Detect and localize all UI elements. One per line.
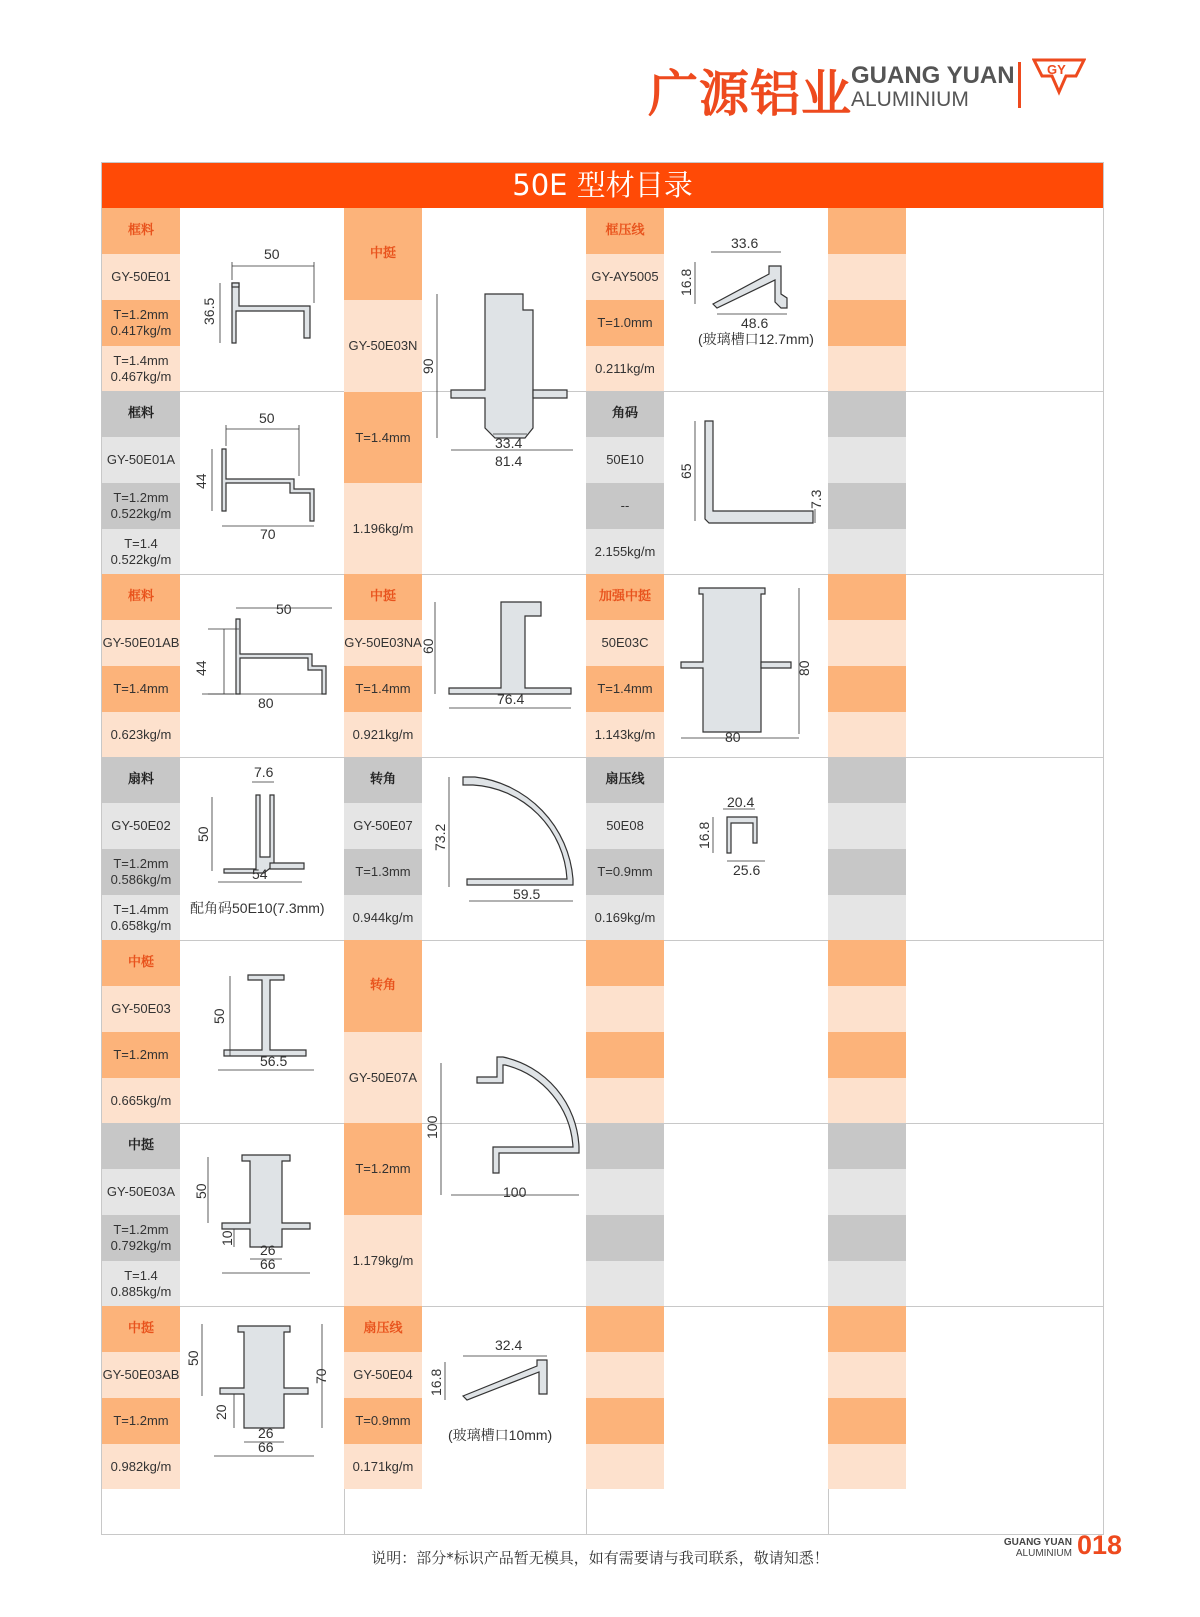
- svg-text:100: 100: [424, 1115, 440, 1139]
- svg-text:20.4: 20.4: [727, 794, 755, 810]
- svg-text:32.4: 32.4: [495, 1337, 523, 1353]
- svg-text:20: 20: [213, 1404, 229, 1420]
- svg-text:50: 50: [195, 826, 211, 842]
- profile-spec: 1.143kg/m: [586, 712, 664, 757]
- empty-cell: [586, 1444, 664, 1489]
- profile-code: GY-50E03A: [102, 1169, 180, 1215]
- empty-cell: [828, 529, 906, 574]
- profile-spec: T=1.4mm: [344, 392, 422, 483]
- svg-text:26: 26: [258, 1425, 274, 1441]
- svg-text:26: 26: [260, 1242, 276, 1258]
- empty-cell: [828, 1306, 906, 1352]
- profile-code: GY-AY5005: [586, 254, 664, 300]
- profile-spec: T=1.2mm 0.522kg/m: [102, 483, 180, 529]
- svg-text:50: 50: [185, 1350, 201, 1366]
- svg-text:66: 66: [258, 1439, 274, 1455]
- empty-cell: [828, 1078, 906, 1123]
- category-label: 转角: [344, 757, 422, 803]
- category-label: 中梃: [102, 940, 180, 986]
- profile-spec: T=1.0mm: [586, 300, 664, 346]
- svg-text:50: 50: [211, 1008, 227, 1024]
- catalog-title: 50E 型材目录: [102, 163, 1103, 208]
- svg-text:33.6: 33.6: [731, 235, 759, 251]
- svg-text:73.2: 73.2: [432, 823, 448, 851]
- svg-text:50: 50: [259, 410, 275, 426]
- category-label: 扇压线: [586, 757, 664, 803]
- profile-drawing: [185, 1316, 344, 1486]
- profile-code: GY-50E07: [344, 803, 422, 849]
- footer-brand: [1000, 1537, 1072, 1559]
- svg-text:16.8: 16.8: [428, 1368, 444, 1396]
- brand-name-cn: 广源铝业: [648, 65, 852, 123]
- empty-cell: [828, 620, 906, 666]
- page-number: 018: [1077, 1530, 1123, 1560]
- brand-name-en-sub: ALUMINIUM: [851, 88, 969, 111]
- empty-cell: [828, 1032, 906, 1078]
- profile-drawing: [420, 584, 587, 749]
- profile-code: GY-50E04: [344, 1352, 422, 1398]
- profile-code: GY-50E03NA: [344, 620, 422, 666]
- empty-cell: [828, 300, 906, 346]
- profile-spec: T=1.4 0.522kg/m: [102, 529, 180, 574]
- profile-code: 50E03C: [586, 620, 664, 666]
- empty-cell: [828, 437, 906, 483]
- svg-text:59.5: 59.5: [513, 886, 541, 902]
- profile-spec: T=1.4 0.885kg/m: [102, 1261, 180, 1306]
- category-label: 中挺: [102, 1306, 180, 1352]
- svg-text:50: 50: [276, 601, 292, 617]
- empty-cell: [828, 391, 906, 437]
- svg-text:56.5: 56.5: [260, 1053, 288, 1069]
- profile-spec: T=1.4mm: [586, 666, 664, 712]
- empty-cell: [828, 986, 906, 1032]
- profile-note: (玻璃槽口10mm): [448, 1427, 553, 1443]
- profile-spec: T=1.2mm: [102, 1032, 180, 1078]
- profile-note: (玻璃槽口12.7mm): [698, 331, 814, 347]
- profile-drawing: [194, 584, 339, 749]
- category-label: 框压线: [586, 208, 664, 254]
- category-label: 框料: [102, 391, 180, 437]
- svg-text:7.3: 7.3: [808, 489, 824, 509]
- profile-spec: 0.921kg/m: [344, 712, 422, 757]
- profile-spec: 0.623kg/m: [102, 712, 180, 757]
- svg-text:50: 50: [264, 246, 280, 262]
- profile-spec: 0.169kg/m: [586, 895, 664, 940]
- svg-text:10: 10: [219, 1230, 235, 1246]
- svg-text:90: 90: [420, 358, 436, 374]
- empty-cell: [586, 1078, 664, 1123]
- profile-drawing: [420, 278, 587, 478]
- svg-text:80: 80: [258, 695, 274, 711]
- svg-text:GY: GY: [1047, 62, 1066, 77]
- profile-spec: T=0.9mm: [344, 1398, 422, 1444]
- catalog-sheet: [101, 162, 1104, 1535]
- footer-brand-sub: ALUMINIUM: [1015, 1548, 1072, 1559]
- profile-spec: 0.944kg/m: [344, 895, 422, 940]
- brand-name-en: GUANG YUAN: [851, 62, 1015, 89]
- svg-text:16.8: 16.8: [678, 268, 694, 296]
- profile-spec: T=1.2mm 0.417kg/m: [102, 300, 180, 346]
- profile-code: GY-50E03AB: [102, 1352, 180, 1398]
- empty-cell: [828, 1169, 906, 1215]
- profile-spec: 0.665kg/m: [102, 1078, 180, 1123]
- svg-text:60: 60: [420, 638, 436, 654]
- category-label: 中挺: [344, 208, 422, 300]
- footer-brand-name: GUANG YUAN: [1003, 1537, 1072, 1548]
- category-label: 加强中挺: [586, 574, 664, 620]
- empty-cell: [586, 1169, 664, 1215]
- category-label: 扇料: [102, 757, 180, 803]
- empty-cell: [828, 483, 906, 529]
- svg-text:25.6: 25.6: [733, 862, 761, 878]
- empty-cell: [586, 1123, 664, 1169]
- svg-text:48.6: 48.6: [741, 315, 769, 331]
- brand-logo-icon: [1032, 52, 1086, 98]
- profile-spec: 1.196kg/m: [344, 483, 422, 574]
- svg-text:44: 44: [193, 473, 209, 489]
- profile-code: GY-50E02: [102, 803, 180, 849]
- empty-cell: [828, 712, 906, 757]
- profile-spec: T=1.4mm 0.658kg/m: [102, 895, 180, 940]
- profile-drawing: [669, 218, 829, 338]
- page-header: [0, 0, 1200, 150]
- category-label: 中挺: [102, 1123, 180, 1169]
- profile-spec: 1.179kg/m: [344, 1215, 422, 1306]
- profile-code: GY-50E03N: [344, 300, 422, 392]
- category-label: 角码: [586, 391, 664, 437]
- empty-cell: [828, 1215, 906, 1261]
- profile-code: GY-50E01A: [102, 437, 180, 483]
- svg-text:33.4: 33.4: [495, 435, 523, 451]
- profile-spec: T=1.4mm 0.467kg/m: [102, 346, 180, 391]
- category-label: 框料: [102, 574, 180, 620]
- profile-spec: 0.171kg/m: [344, 1444, 422, 1489]
- profile-code: GY-50E03: [102, 986, 180, 1032]
- svg-text:100: 100: [503, 1184, 527, 1200]
- profile-drawing: [669, 767, 829, 932]
- empty-cell: [586, 1261, 664, 1306]
- profile-spec: T=1.4mm: [344, 666, 422, 712]
- profile-drawing: [194, 1133, 334, 1303]
- category-label: 扇压线: [344, 1306, 422, 1352]
- empty-cell: [828, 1261, 906, 1306]
- empty-cell: [828, 574, 906, 620]
- empty-cell: [586, 986, 664, 1032]
- empty-cell: [828, 1444, 906, 1489]
- profile-spec: 0.982kg/m: [102, 1444, 180, 1489]
- profile-code: 50E08: [586, 803, 664, 849]
- profile-spec: T=1.4mm: [102, 666, 180, 712]
- profile-spec: T=1.3mm: [344, 849, 422, 895]
- profile-code: GY-50E07A: [344, 1032, 422, 1123]
- profile-spec: T=1.2mm 0.792kg/m: [102, 1215, 180, 1261]
- profile-spec: 2.155kg/m: [586, 529, 664, 574]
- empty-cell: [586, 1352, 664, 1398]
- profile-spec: T=0.9mm: [586, 849, 664, 895]
- category-label: 框料: [102, 208, 180, 254]
- profile-note: 配角码50E10(7.3mm): [190, 900, 325, 916]
- profile-drawing: [194, 401, 334, 566]
- profile-drawing: [669, 401, 829, 566]
- svg-text:81.4: 81.4: [495, 453, 523, 469]
- svg-text:80: 80: [796, 660, 812, 676]
- profile-code: GY-50E01AB: [102, 620, 180, 666]
- footer-note: 说明：部分*标识产品暂无模具，如有需要请与我司联系，敬请知悉！: [371, 1549, 829, 1567]
- empty-cell: [828, 803, 906, 849]
- empty-cell: [828, 849, 906, 895]
- empty-cell: [586, 1032, 664, 1078]
- profile-drawing: [427, 767, 587, 937]
- empty-cell: [828, 895, 906, 940]
- profile-code: GY-50E01: [102, 254, 180, 300]
- svg-text:36.5: 36.5: [201, 297, 217, 325]
- empty-cell: [828, 1123, 906, 1169]
- profile-spec: 0.211kg/m: [586, 346, 664, 391]
- empty-cell: [828, 208, 906, 254]
- svg-text:70: 70: [313, 1368, 329, 1384]
- empty-cell: [828, 1398, 906, 1444]
- category-label: 转角: [344, 940, 422, 1032]
- empty-cell: [586, 940, 664, 986]
- profile-drawing: [424, 1043, 587, 1233]
- svg-text:16.8: 16.8: [696, 821, 712, 849]
- profile-drawing: [427, 1316, 587, 1426]
- profile-spec: --: [586, 483, 664, 529]
- profile-drawing: [194, 218, 334, 383]
- empty-cell: [828, 666, 906, 712]
- empty-cell: [586, 1398, 664, 1444]
- empty-cell: [586, 1306, 664, 1352]
- category-label: 中挺: [344, 574, 422, 620]
- empty-cell: [828, 1352, 906, 1398]
- empty-cell: [828, 346, 906, 391]
- svg-text:65: 65: [678, 463, 694, 479]
- svg-text:76.4: 76.4: [497, 691, 525, 707]
- empty-cell: [828, 254, 906, 300]
- svg-text:54: 54: [252, 866, 268, 882]
- profile-spec: T=1.2mm 0.586kg/m: [102, 849, 180, 895]
- svg-text:50: 50: [193, 1183, 209, 1199]
- profile-drawing: [669, 584, 829, 749]
- empty-cell: [828, 757, 906, 803]
- svg-text:44: 44: [193, 660, 209, 676]
- profile-code: 50E10: [586, 437, 664, 483]
- svg-text:66: 66: [260, 1256, 276, 1272]
- profile-drawing: [194, 950, 334, 1115]
- empty-cell: [828, 940, 906, 986]
- svg-text:80: 80: [725, 729, 741, 745]
- svg-text:70: 70: [260, 526, 276, 542]
- svg-text:7.6: 7.6: [254, 764, 274, 780]
- brand-divider: [1018, 62, 1021, 108]
- profile-spec: T=1.2mm: [102, 1398, 180, 1444]
- profile-spec: T=1.2mm: [344, 1123, 422, 1215]
- empty-cell: [586, 1215, 664, 1261]
